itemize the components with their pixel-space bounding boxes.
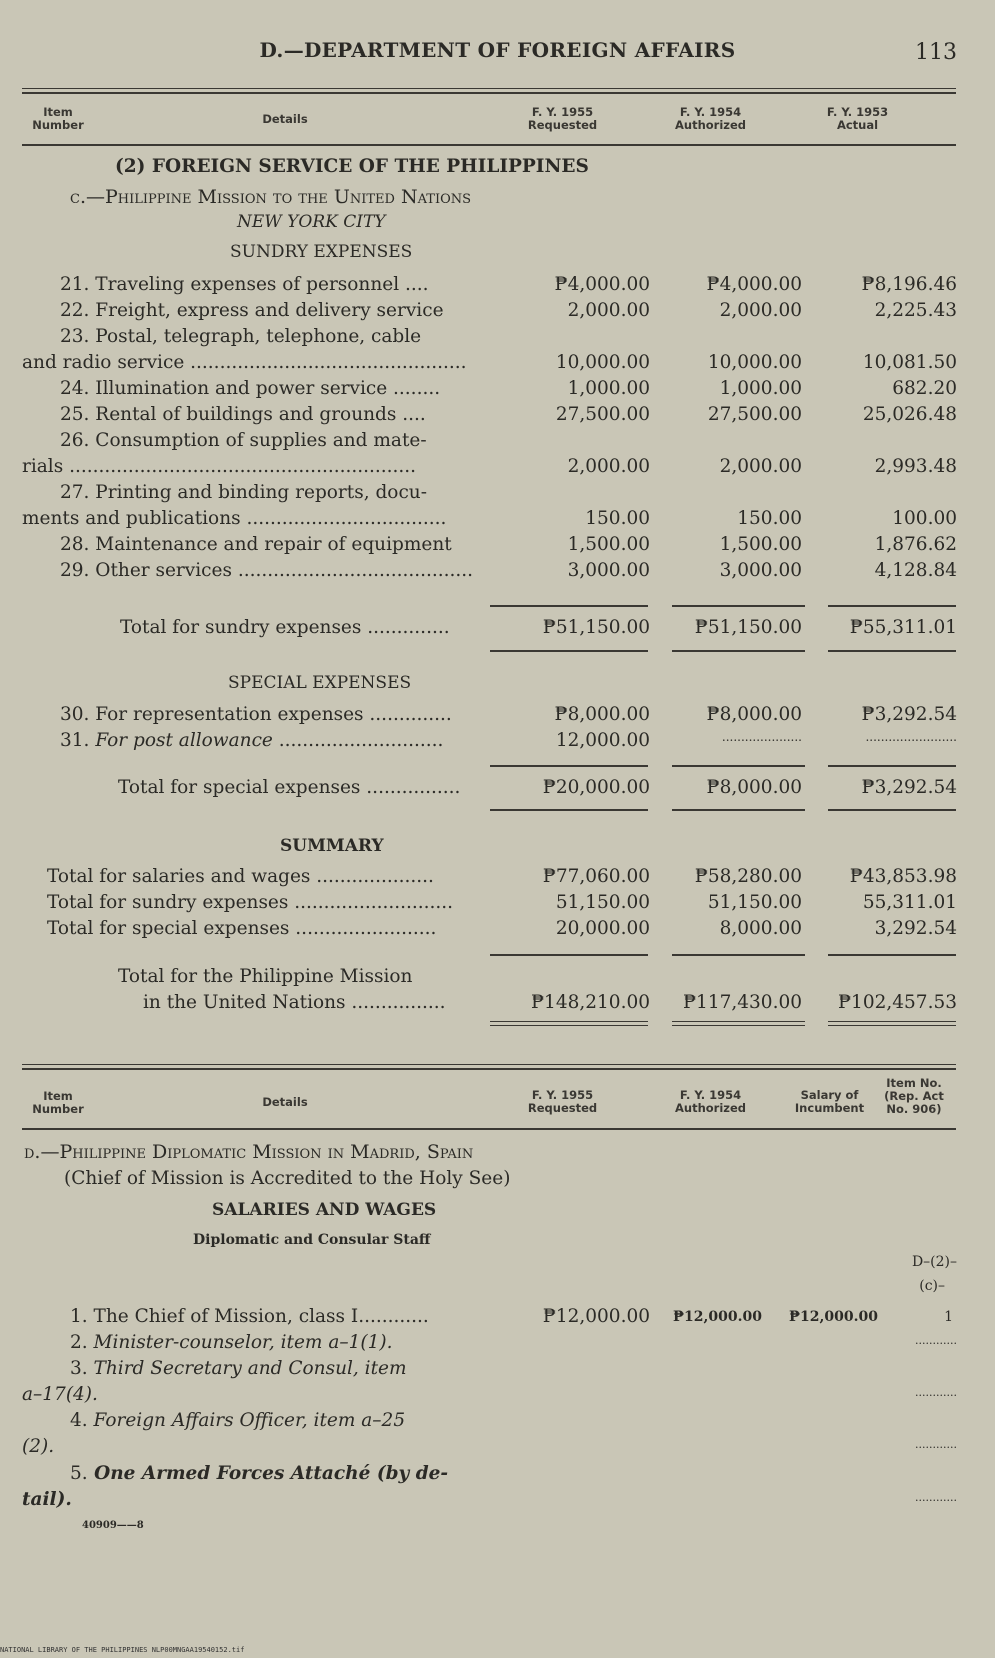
rule (828, 954, 956, 956)
sundry-item-actual: 682.20 (892, 378, 957, 399)
sundry-item-label: 22. Freight, express and delivery service (60, 300, 444, 321)
summary-item-authorized: 8,000.00 (719, 918, 802, 939)
staff-item-no: ............ (915, 1491, 957, 1504)
summary-item-actual: 3,292.54 (874, 918, 957, 939)
grand-total-requested: ₱148,210.00 (531, 992, 650, 1013)
sundry-item-authorized: ₱4,000.00 (706, 274, 802, 295)
sundry-item-label: 24. Illumination and power service ........ (60, 378, 441, 399)
table2-col-item: Item Number (32, 1089, 84, 1116)
sundry-heading: SUNDRY EXPENSES (230, 242, 413, 262)
staff-item-no: ............ (915, 1438, 957, 1451)
rule (828, 765, 956, 767)
grand-total-actual: ₱102,457.53 (838, 992, 957, 1013)
table2-header-bottom-rule (22, 1128, 956, 1130)
sundry-item-label: 27. Printing and binding reports, docu- (60, 482, 427, 503)
sundry-item-requested: 2,000.00 (567, 300, 650, 321)
table2-col-details: Details (262, 1095, 308, 1109)
rule (672, 765, 805, 767)
print-code: 40909——8 (82, 1520, 144, 1531)
rule (672, 605, 805, 607)
special-requested: 12,000.00 (555, 730, 650, 751)
special-actual: ₱3,292.54 (861, 704, 957, 725)
sundry-item-label: 29. Other services ........................................ (60, 560, 474, 581)
special-requested: ₱8,000.00 (554, 704, 650, 725)
salaries-heading: SALARIES AND WAGES (212, 1200, 437, 1220)
summary-item-authorized: 51,150.00 (707, 892, 802, 913)
special-total-requested: ₱20,000.00 (542, 777, 650, 798)
rule (828, 809, 956, 811)
staff-item-requested: ₱12,000.00 (542, 1306, 650, 1327)
sundry-item-authorized: 27,500.00 (707, 404, 802, 425)
sundry-item-actual: ₱8,196.46 (861, 274, 957, 295)
staff-item: 2. Minister-counselor, item a–1(1). (70, 1332, 393, 1353)
rule (828, 650, 956, 652)
special-total-label: Total for special expenses ................ (118, 777, 461, 798)
table2-top-rule (22, 1064, 956, 1065)
staff-item: 4. Foreign Affairs Officer, item a–25 (70, 1410, 406, 1431)
grand-total-label-2: in the United Nations ................ (143, 992, 446, 1013)
sundry-item-label: 21. Traveling expenses of personnel .... (60, 274, 429, 295)
sundry-item-label-cont: rials ........................................................... (22, 456, 417, 477)
sundry-item-authorized: 10,000.00 (707, 352, 802, 373)
staff-item: 1. The Chief of Mission, class I............ (70, 1306, 429, 1327)
staff-item-cont: a–17(4). (22, 1384, 98, 1405)
page-title: D.—DEPARTMENT OF FOREIGN AFFAIRS (259, 38, 736, 62)
table1-top-rule (22, 88, 956, 89)
summary-item-label: Total for sundry expenses ........................... (47, 892, 454, 913)
table2-col-authorized: F. Y. 1954 Authorized (674, 1088, 746, 1115)
scan-footer: NATIONAL LIBRARY OF THE PHILIPPINES NLP00MNGAA19540152.tif (0, 1646, 245, 1654)
page-number: 113 (915, 40, 957, 65)
grand-total-authorized: ₱117,430.00 (683, 992, 802, 1013)
sundry-item-requested: 2,000.00 (567, 456, 650, 477)
staff-item-salary: ₱12,000.00 (789, 1309, 878, 1325)
sundry-item-requested: 1,000.00 (567, 378, 650, 399)
sundry-item-actual: 2,225.43 (874, 300, 957, 321)
table2-col-item-no: Item No. (Rep. Act No. 906) (884, 1076, 944, 1116)
section-subtitle: (Chief of Mission is Accredited to the Holy See) (64, 1168, 511, 1189)
section-heading-mission-un: c.—Philippine Mission to the United Nations (70, 186, 472, 208)
sundry-item-actual: 100.00 (892, 508, 957, 529)
staff-item-cont: (2). (22, 1436, 55, 1457)
sundry-item-requested: 10,000.00 (555, 352, 650, 373)
rule (490, 765, 648, 767)
double-rule (672, 1021, 805, 1026)
table2-col-requested: F. Y. 1955 Requested (527, 1088, 598, 1115)
sundry-item-actual: 4,128.84 (874, 560, 957, 581)
sundry-total-actual: ₱55,311.01 (849, 617, 957, 638)
section-heading-foreign-service: (2) FOREIGN SERVICE OF THE PHILIPPINES (115, 156, 589, 177)
grand-total-label-1: Total for the Philippine Mission (118, 966, 413, 987)
double-rule (828, 1021, 956, 1026)
summary-heading: SUMMARY (280, 836, 384, 856)
table1-col-item: Item Number (32, 105, 84, 132)
summary-item-requested: ₱77,060.00 (542, 866, 650, 887)
staff-item-no: 1 (944, 1309, 953, 1325)
sundry-total-label: Total for sundry expenses .............. (120, 617, 450, 638)
item-ref-1: D–(2)– (911, 1254, 957, 1270)
staff-item-no: ............ (915, 1386, 957, 1399)
sundry-item-actual: 2,993.48 (874, 456, 957, 477)
summary-item-requested: 51,150.00 (555, 892, 650, 913)
sundry-total-requested: ₱51,150.00 (542, 617, 650, 638)
table1-header-bottom-rule (22, 144, 956, 146)
special-row: 31. For post allowance ............................ (60, 730, 444, 751)
sundry-item-requested: 1,500.00 (567, 534, 650, 555)
special-total-actual: ₱3,292.54 (861, 777, 957, 798)
special-total-authorized: ₱8,000.00 (706, 777, 802, 798)
table1-col-authorized: F. Y. 1954 Authorized (674, 105, 746, 132)
sundry-item-label-cont: and radio service ............................................... (22, 352, 467, 373)
rule (490, 650, 648, 652)
summary-item-label: Total for special expenses ........................ (47, 918, 437, 939)
rule (828, 605, 956, 607)
special-actual: ........................ (865, 730, 957, 744)
sundry-item-authorized: 2,000.00 (719, 300, 802, 321)
item-ref-2: (c)– (919, 1278, 945, 1294)
rule (672, 809, 805, 811)
sundry-item-label-cont: ments and publications .................................. (22, 508, 447, 529)
table1-top-rule-2 (22, 92, 956, 94)
sundry-item-authorized: 3,000.00 (719, 560, 802, 581)
summary-item-label: Total for salaries and wages .................... (47, 866, 434, 887)
sundry-item-authorized: 2,000.00 (719, 456, 802, 477)
table2-col-salary: Salary of Incumbent (794, 1088, 865, 1115)
section-city: NEW YORK CITY (237, 212, 386, 232)
sundry-item-actual: 25,026.48 (862, 404, 957, 425)
table1-col-actual: F. Y. 1953 Actual (826, 105, 889, 132)
double-rule (490, 1021, 648, 1026)
summary-item-actual: ₱43,853.98 (849, 866, 957, 887)
sundry-item-actual: 10,081.50 (862, 352, 957, 373)
staff-heading: Diplomatic and Consular Staff (193, 1232, 431, 1248)
rule (490, 954, 648, 956)
rule (490, 605, 648, 607)
sundry-total-authorized: ₱51,150.00 (694, 617, 802, 638)
special-authorized: ₱8,000.00 (706, 704, 802, 725)
table2-top-rule-2 (22, 1068, 956, 1070)
sundry-item-requested: 3,000.00 (567, 560, 650, 581)
table1-col-details: Details (262, 112, 308, 126)
sundry-item-requested: ₱4,000.00 (554, 274, 650, 295)
rule (490, 809, 648, 811)
sundry-item-label: 23. Postal, telegraph, telephone, cable (60, 326, 422, 347)
sundry-item-label: 25. Rental of buildings and grounds .... (60, 404, 426, 425)
staff-item: 3. Third Secretary and Consul, item (70, 1358, 407, 1379)
special-row: 30. For representation expenses .............. (60, 704, 452, 725)
rule (672, 650, 805, 652)
sundry-item-authorized: 1,000.00 (719, 378, 802, 399)
staff-item-no: ............ (915, 1334, 957, 1347)
sundry-item-authorized: 1,500.00 (719, 534, 802, 555)
sundry-item-label: 28. Maintenance and repair of equipment (60, 534, 452, 555)
special-authorized: ..................... (721, 730, 802, 744)
staff-item-authorized: ₱12,000.00 (673, 1309, 762, 1325)
sundry-item-requested: 27,500.00 (555, 404, 650, 425)
rule (672, 954, 805, 956)
summary-item-authorized: ₱58,280.00 (694, 866, 802, 887)
special-heading: SPECIAL EXPENSES (228, 673, 412, 693)
section-heading-mission-madrid: d.—Philippine Diplomatic Mission in Madrid, Spain (24, 1141, 474, 1163)
sundry-item-actual: 1,876.62 (874, 534, 957, 555)
staff-item-cont: tail). (22, 1489, 72, 1510)
table1-col-requested: F. Y. 1955 Requested (527, 105, 598, 132)
summary-item-requested: 20,000.00 (555, 918, 650, 939)
sundry-item-requested: 150.00 (585, 508, 650, 529)
summary-item-actual: 55,311.01 (862, 892, 957, 913)
staff-item: 5. One Armed Forces Attaché (by de- (70, 1463, 449, 1484)
sundry-item-authorized: 150.00 (737, 508, 802, 529)
sundry-item-label: 26. Consumption of supplies and mate- (60, 430, 427, 451)
